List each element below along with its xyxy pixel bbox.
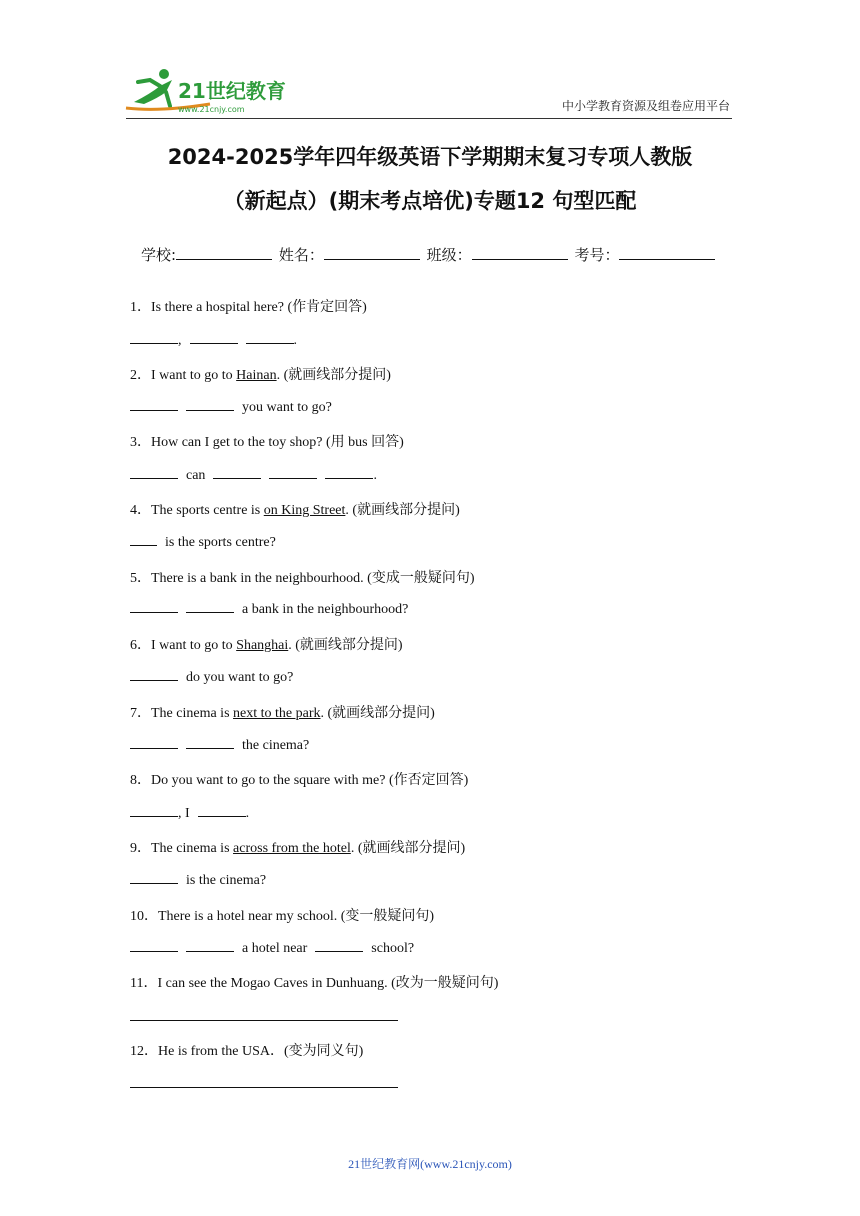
answer-blank[interactable] [130,668,178,681]
answer-2: you want to go? [130,398,332,416]
runner-logo-icon [120,66,290,116]
student-info-row [141,244,717,265]
answer-3: can . [130,466,377,484]
answer-blank[interactable] [130,533,157,546]
svg-text:21世纪教育: 21世纪教育 [178,79,286,103]
school-label: 学校: [141,246,177,264]
answer-10: a hotel near school? [130,939,414,957]
answer-blank[interactable] [213,466,261,479]
answer-blank[interactable] [130,600,178,613]
answer-blank[interactable] [186,398,234,411]
answer-blank[interactable] [130,939,178,952]
question-11: 11．I can see the Mogao Caves in Dunhuang. (改为一般疑问句) [130,976,499,991]
answer-6: do you want to go? [130,668,293,686]
question-9: 9．The cinema is across from the hotel. (就画线部分提问) [130,841,466,856]
logo [120,66,290,116]
name-label: 姓名： [278,246,324,264]
answer-blank[interactable] [198,804,246,817]
question-8: 8．Do you want to go to the square with me? (作否定回答) [130,773,469,788]
answer-blank[interactable] [130,736,178,749]
school-field[interactable] [176,245,272,260]
answer-4: is the sports centre? [130,533,276,551]
answer-blank[interactable] [325,466,373,479]
answer-5: a bank in the neighbourhood? [130,600,408,618]
page-title-line2: （新起点）(期末考点培优)专题12 句型匹配 [223,189,637,213]
answer-blank[interactable] [186,600,234,613]
number-field[interactable] [619,245,715,260]
answer-blank[interactable] [186,736,234,749]
question-6: 6．I want to go to Shanghai. (就画线部分提问) [130,638,403,653]
question-1: 1．Is there a hospital here? (作肯定回答) [130,300,367,315]
answer-blank[interactable] [130,804,178,817]
answer-1: , . [130,331,297,349]
answer-blank[interactable] [246,331,294,344]
answer-8: , I . [130,804,249,822]
answer-7: the cinema? [130,736,309,754]
answer-blank[interactable] [130,331,178,344]
answer-line-11[interactable] [130,1020,398,1021]
answer-blank[interactable] [186,939,234,952]
answer-blank[interactable] [269,466,317,479]
name-field[interactable] [324,245,420,260]
answer-blank[interactable] [130,871,178,884]
footer-link[interactable]: 21世纪教育网(www.21cnjy.com) [348,1157,512,1171]
answer-blank[interactable] [130,398,178,411]
answer-blank[interactable] [190,331,238,344]
answer-blank[interactable] [130,466,178,479]
header-divider [126,118,732,119]
svg-text:www.21cnjy.com: www.21cnjy.com [178,105,245,114]
platform-label: 中小学教育资源及组卷应用平台 [561,99,730,113]
answer-line-12[interactable] [130,1087,398,1088]
question-5: 5．There is a bank in the neighbourhood. (变成一般疑问句) [130,571,475,586]
class-field[interactable] [472,245,568,260]
question-2: 2．I want to go to Hainan. (就画线部分提问) [130,368,391,383]
class-label: 班级： [426,246,472,264]
question-7: 7．The cinema is next to the park. (就画线部分提问) [130,706,435,721]
question-10: 10．There is a hotel near my school. (变一般疑问句) [130,909,435,924]
page-title-line1: 2024-2025学年四年级英语下学期期末复习专项人教版 [167,145,693,169]
question-12: 12．He is from the USA．(变为同义句) [130,1044,364,1059]
question-3: 3．How can I get to the toy shop? (用 bus 回答) [130,435,404,450]
question-4: 4．The sports centre is on King Street. (就画线部分提问) [130,503,460,518]
answer-9: is the cinema? [130,871,266,889]
number-label: 考号： [574,246,620,264]
answer-blank[interactable] [315,939,363,952]
